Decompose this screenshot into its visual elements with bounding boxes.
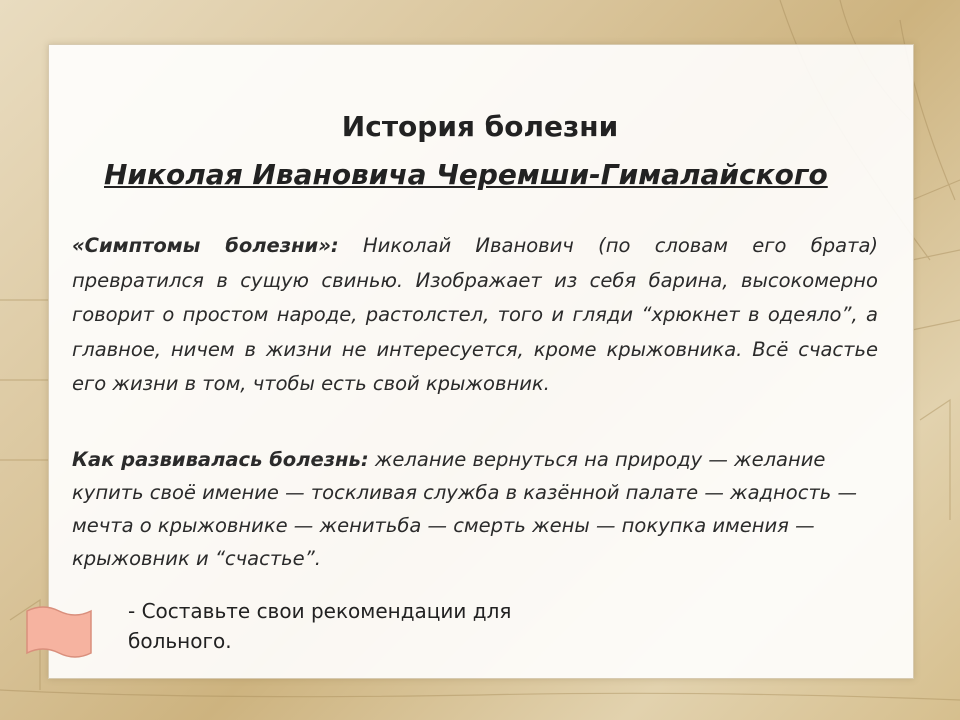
development-label: Как развивалась болезнь:	[72, 448, 369, 471]
task-text: - Составьте свои рекомендации для больного.	[128, 599, 512, 653]
slide-subtitle: Николая Ивановича Черемши-Гималайского	[104, 158, 828, 191]
slide-title: История болезни	[341, 110, 619, 143]
symptoms-label: «Симптомы болезни»:	[72, 234, 339, 257]
flag-icon	[25, 603, 93, 661]
symptoms-text: Николай Иванович (по словам его брата) превратился в сущую свинью. Изображает из себя барина, высокомерно говорит о простом народе, растолстел, того и гляди “хрюкнет в одеяло”, а главное, ничем в жизни не интересуется, кроме крыжовника. Всё счастье его жизни в том, чтобы есть свой крыжовник.	[72, 234, 879, 395]
symptoms-paragraph	[72, 229, 878, 402]
development-text: желание вернуться на природу — желание купить своё имение — тоскливая служба в казённой палате — жадность — мечта о крыжовнике — женитьба — смерть жены — покупка имения — крыжовник и “счастье”.	[72, 448, 857, 570]
development-paragraph	[72, 443, 884, 575]
